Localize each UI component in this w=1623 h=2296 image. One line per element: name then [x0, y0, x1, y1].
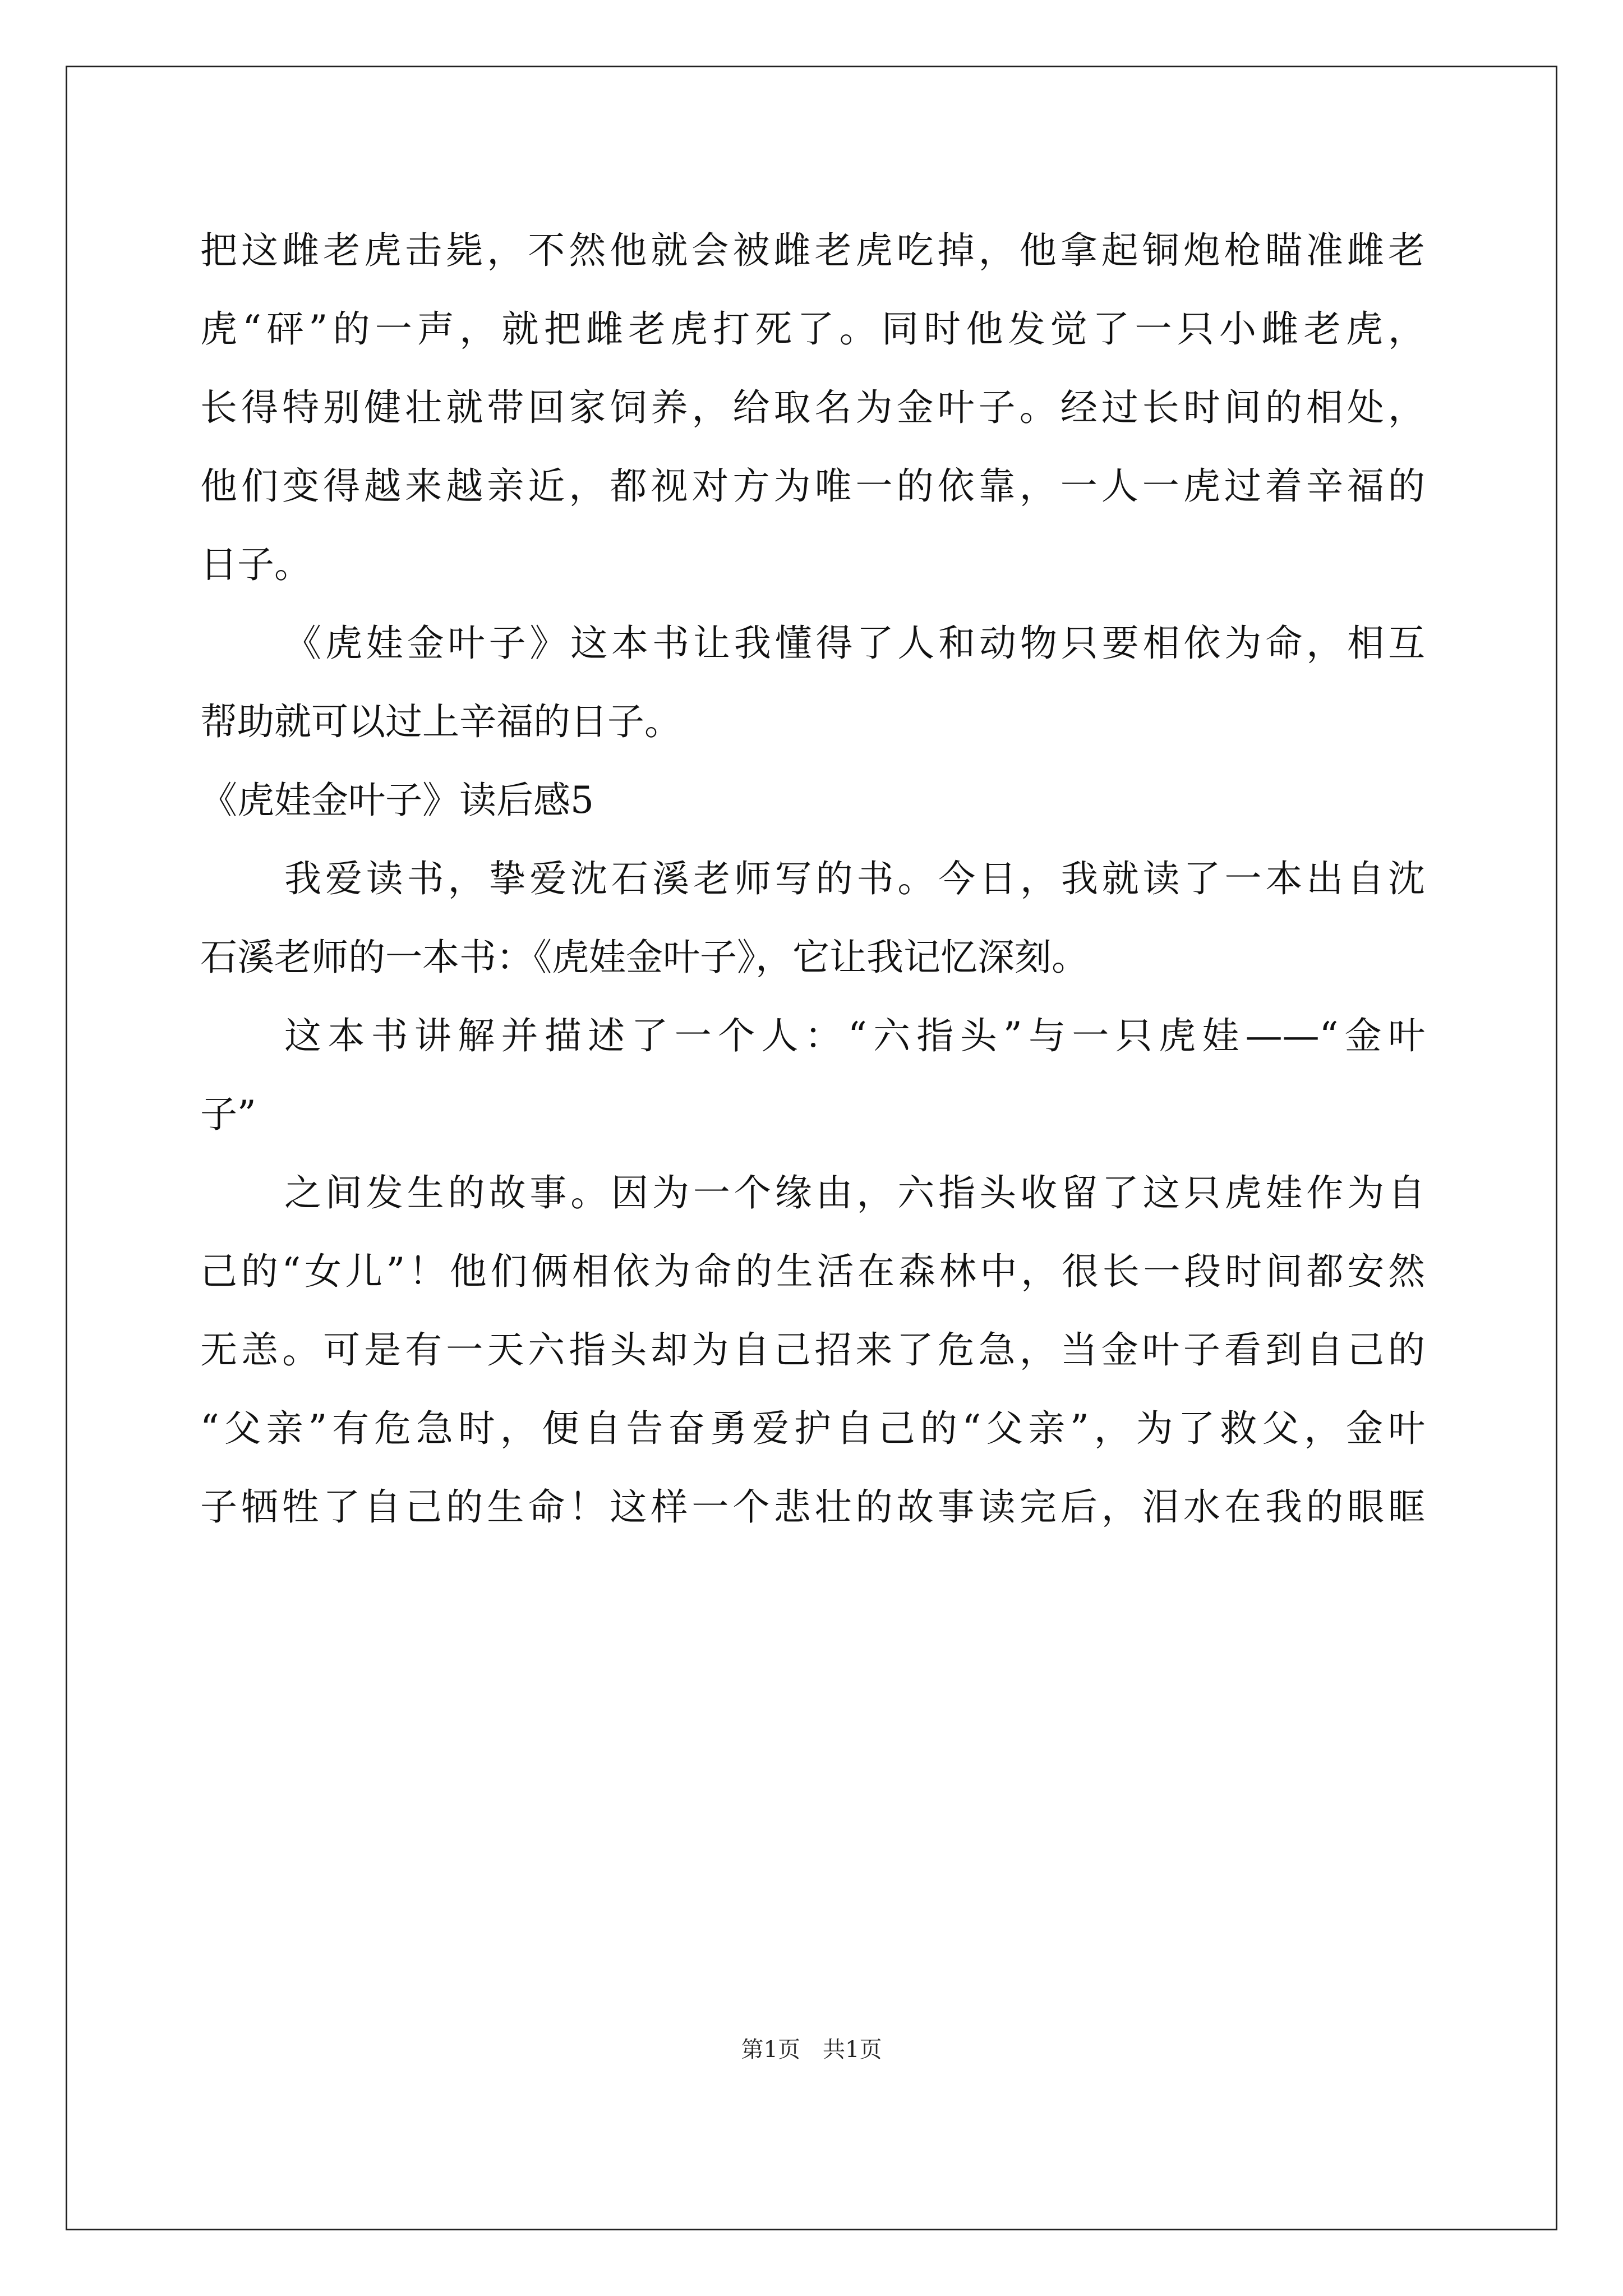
paragraph-line: “父亲”有危急时，便自告奋勇爱护自己的“父亲”，为了救父，金叶	[200, 1407, 1425, 1450]
paragraph-line: 石溪老师的一本书：《虎娃金叶子》，它让我记忆深刻。	[200, 936, 1089, 979]
paragraph-line: 子”	[200, 1093, 256, 1136]
section-heading: 《虎娃金叶子》读后感5	[200, 779, 594, 822]
paragraph-line: 虎“砰”的一声，就把雌老虎打死了。同时他发觉了一只小雌老虎，	[200, 307, 1425, 351]
paragraph-line: 帮助就可以过上辛福的日子。	[200, 700, 681, 743]
paragraph-line: 子牺牲了自己的生命！这样一个悲壮的故事读完后，泪水在我的眼眶	[200, 1485, 1425, 1529]
paragraph-line: 《虎娃金叶子》这本书让我懂得了人和动物只要相依为命，相互	[284, 622, 1425, 665]
page-footer: 第1页 共1页	[741, 2037, 882, 2063]
paragraph-line: 我爱读书，挚爱沈石溪老师写的书。今日，我就读了一本出自沈	[284, 857, 1425, 900]
paragraph-line: 日子。	[200, 543, 311, 586]
paragraph-line: 长得特别健壮就带回家饲养，给取名为金叶子。经过长时间的相处，	[200, 386, 1425, 429]
paragraph-line: 他们变得越来越亲近，都视对方为唯一的依靠，一人一虎过着辛福的	[200, 464, 1425, 508]
paragraph-line: 把这雌老虎击毙，不然他就会被雌老虎吃掉，他拿起铜炮枪瞄准雌老	[200, 229, 1425, 272]
paragraph-line: 无恙。可是有一天六指头却为自己招来了危急，当金叶子看到自己的	[200, 1328, 1425, 1372]
paragraph-line: 己的“女儿”！他们俩相依为命的生活在森林中，很长一段时间都安然	[200, 1250, 1425, 1293]
paragraph-line: 之间发生的故事。因为一个缘由，六指头收留了这只虎娃作为自	[284, 1171, 1425, 1214]
paragraph-line: 这本书讲解并描述了一个人：“六指头”与一只虎娃——“金叶	[284, 1014, 1425, 1057]
